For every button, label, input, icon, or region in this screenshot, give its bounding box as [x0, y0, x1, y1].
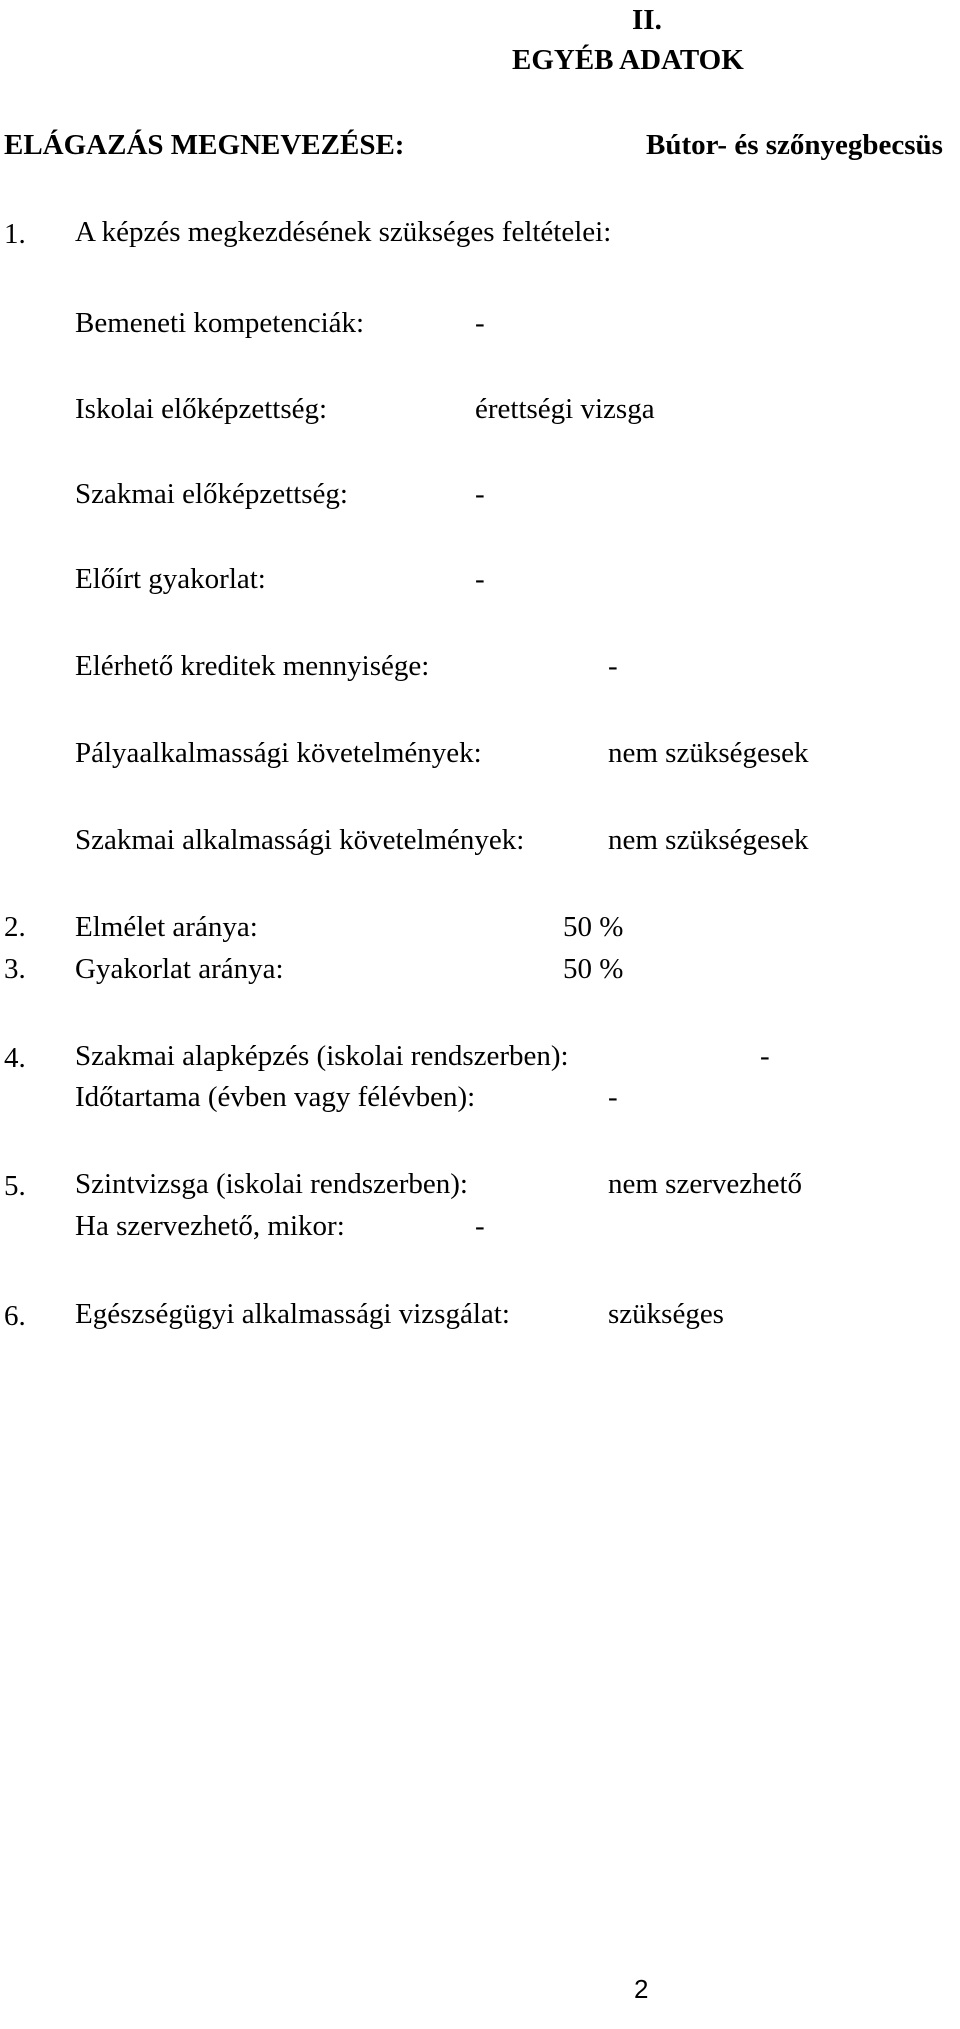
item-5-sub-label: Ha szervezhető, mikor:: [75, 1210, 345, 1242]
section-title: EGYÉB ADATOK: [512, 44, 744, 76]
field-value-eloirt-gyakorlat: -: [475, 563, 485, 595]
field-value-szakmai-alkalmassagi: nem szükségesek: [608, 824, 809, 856]
item-4-label: Szakmai alapképzés (iskolai rendszerben):: [75, 1040, 569, 1072]
field-label-elerheto-kreditek: Elérhető kreditek mennyisége:: [75, 650, 430, 682]
branch-label: ELÁGAZÁS MEGNEVEZÉSE:: [4, 129, 405, 161]
field-label-eloirt-gyakorlat: Előírt gyakorlat:: [75, 563, 266, 595]
field-value-iskolai-elokepzettseg: érettségi vizsga: [475, 393, 655, 425]
field-value-bemeneti-kompetenciak: -: [475, 307, 485, 339]
section-number: II.: [632, 4, 662, 36]
branch-value: Bútor- és szőnyegbecsüs: [646, 129, 943, 161]
item-4-sub-label: Időtartama (évben vagy félévben):: [75, 1081, 476, 1113]
item-6-value: szükséges: [608, 1298, 724, 1330]
item-5-number: 5.: [4, 1170, 26, 1202]
item-2-value: 50 %: [563, 911, 624, 943]
field-label-iskolai-elokepzettseg: Iskolai előképzettség:: [75, 393, 328, 425]
item-6-number: 6.: [4, 1300, 26, 1332]
field-value-palyaalkalmassagi: nem szükségesek: [608, 737, 809, 769]
item-4-value: -: [760, 1040, 770, 1072]
field-label-palyaalkalmassagi: Pályaalkalmassági követelmények:: [75, 737, 482, 769]
item-4-number: 4.: [4, 1042, 26, 1074]
page-number: 2: [634, 1974, 649, 2004]
item-1-title: A képzés megkezdésének szükséges feltételei:: [75, 216, 612, 248]
item-3-label: Gyakorlat aránya:: [75, 953, 284, 985]
item-5-value: nem szervezhető: [608, 1168, 803, 1200]
field-label-szakmai-alkalmassagi: Szakmai alkalmassági követelmények:: [75, 824, 525, 856]
field-value-szakmai-elokepzettseg: -: [475, 478, 485, 510]
item-5-sub-value: -: [475, 1210, 485, 1242]
item-4-sub-value: -: [608, 1081, 618, 1113]
item-2-number: 2.: [4, 911, 26, 943]
item-3-number: 3.: [4, 953, 26, 985]
item-1-number: 1.: [4, 218, 26, 250]
item-5-label: Szintvizsga (iskolai rendszerben):: [75, 1168, 468, 1200]
item-6-label: Egészségügyi alkalmassági vizsgálat:: [75, 1298, 510, 1330]
item-3-value: 50 %: [563, 953, 624, 985]
field-label-bemeneti-kompetenciak: Bemeneti kompetenciák:: [75, 307, 365, 339]
field-value-elerheto-kreditek: -: [608, 650, 618, 682]
item-2-label: Elmélet aránya:: [75, 911, 258, 943]
field-label-szakmai-elokepzettseg: Szakmai előképzettség:: [75, 478, 348, 510]
